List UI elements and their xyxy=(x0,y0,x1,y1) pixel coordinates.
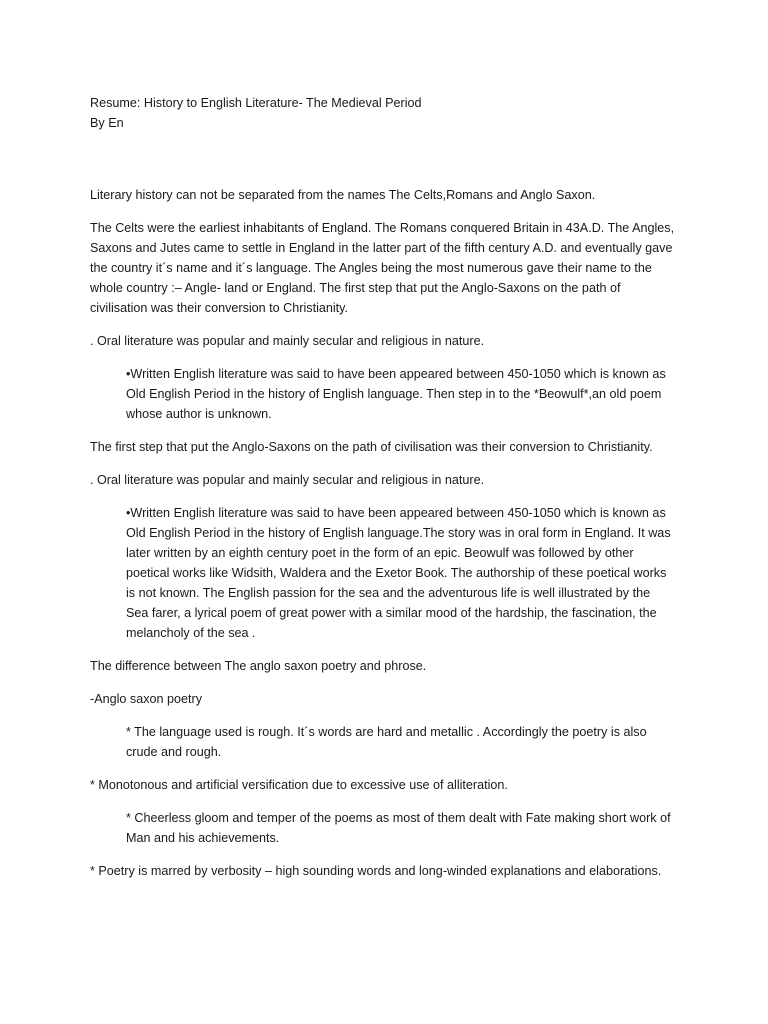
point-cheerless-gloom: * Cheerless gloom and temper of the poems as most of them dealt with Fate making short work of Man and his achievements. xyxy=(126,811,671,845)
paragraph-conversion: The first step that put the Anglo-Saxons on the path of civilisation was their conversion to Christianity. xyxy=(90,440,653,454)
point-verbosity: * Poetry is marred by verbosity – high sounding words and long-winded explanations and elaborations. xyxy=(90,864,662,878)
point-monotonous: * Monotonous and artificial versification due to excessive use of alliteration. xyxy=(90,778,508,792)
document-title: Resume: History to English Literature- The Medieval Period xyxy=(90,96,422,110)
document-byline: By En xyxy=(90,116,124,130)
bullet-written-literature-extended: •Written English literature was said to have been appeared between 450-1050 which is known as Old English Period in the history of English language.The story was in oral form in England. It was later written by an eighth century poet in the form of an epic. Beowulf was followed by other poetical works like Widsith, Waldera and the Exetor Book. The authorship of these poetical works is not known. The English passion for the sea and the adventurous life is well illustrated by the Sea farer, a lyrical poem of great power with a similar mood of the hardship, the fascination, the melancholy of the sea . xyxy=(126,506,671,640)
paragraph-celts: The Celts were the earliest inhabitants of England. The Romans conquered Britain in 43A.D. The Angles, Saxons and Jutes came to settle in England in the latter part of the fifth century A.D. and eventually gave the country it´s name and it´s language. The Angles being the most numerous gave their name to the whole country :– Angle- land or England. The first step that put the Anglo-Saxons on the path of civilisation was their conversion to Christianity. xyxy=(90,221,675,315)
point-language-rough: * The language used is rough. It´s words are hard and metallic . Accordingly the poetry is also crude and rough. xyxy=(126,725,647,759)
header-spacer xyxy=(90,133,675,185)
paragraph-oral-literature: . Oral literature was popular and mainly secular and religious in nature. xyxy=(90,334,485,348)
paragraph-difference: The difference between The anglo saxon poetry and phrose. xyxy=(90,659,427,673)
heading-anglo-saxon-poetry: -Anglo saxon poetry xyxy=(90,692,203,706)
paragraph-intro: Literary history can not be separated from the names The Celts,Romans and Anglo Saxon. xyxy=(90,188,596,202)
bullet-written-literature: •Written English literature was said to have been appeared between 450-1050 which is known as Old English Period in the history of English language. Then step in to the *Beowulf*,an old poem whose author is unknown. xyxy=(126,367,666,421)
paragraph-oral-literature-repeat: . Oral literature was popular and mainly secular and religious in nature. xyxy=(90,473,485,487)
document-body xyxy=(90,93,675,894)
